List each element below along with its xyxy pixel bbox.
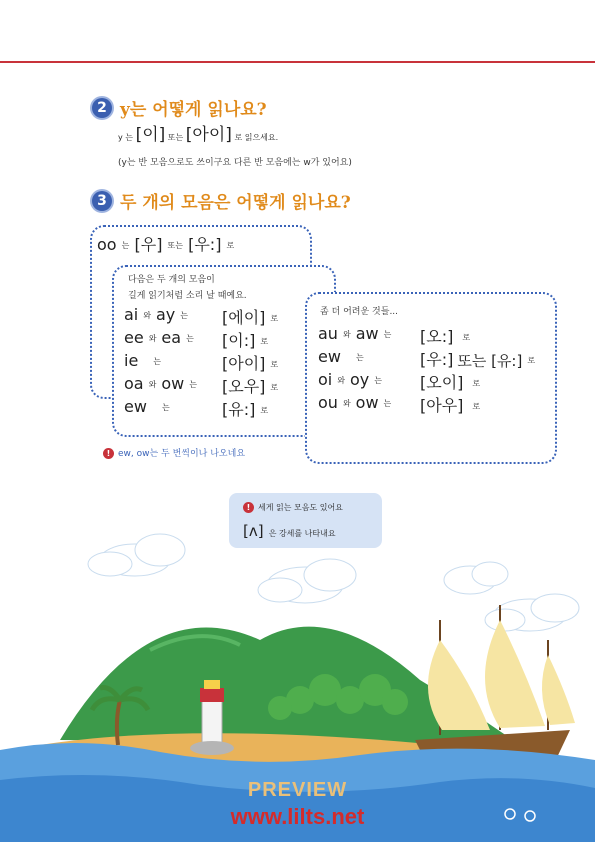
vowel-row bbox=[124, 305, 193, 324]
vowel-row bbox=[124, 374, 202, 393]
vowel-row bbox=[318, 324, 396, 343]
section-number-badge: 2 bbox=[92, 98, 112, 118]
conjunction: 와 bbox=[342, 330, 351, 339]
pronunciation bbox=[420, 393, 480, 416]
topic-particle: 는 bbox=[189, 380, 197, 389]
vowel-pair-first: ew bbox=[124, 397, 147, 416]
pronunciation bbox=[222, 374, 278, 397]
sound-bracket: [아우] bbox=[420, 396, 464, 415]
sound-bracket: [이:] bbox=[222, 331, 256, 350]
vowel-pair-second: ea bbox=[161, 328, 182, 347]
vowel-row bbox=[318, 347, 369, 366]
topic-particle: 는 bbox=[161, 403, 170, 412]
box-intro: 다음은 두 개의 모음이 bbox=[128, 275, 215, 285]
ending-particle: 로 bbox=[472, 402, 481, 411]
ending-particle: 로 bbox=[527, 356, 536, 365]
vowel-pair-first: oi bbox=[318, 370, 333, 389]
topic-particle: 는 bbox=[383, 330, 392, 339]
pronunciation bbox=[222, 397, 268, 420]
tip-line1: ! 세게 읽는 모음도 있어요 bbox=[243, 502, 343, 513]
y-note: (y는 반 모음으로도 쓰이구요 다른 반 모음에는 w가 있어요) bbox=[118, 158, 352, 168]
cloud-icon bbox=[88, 534, 185, 576]
sound-bracket: [오:] bbox=[420, 327, 454, 346]
section-title: 두 개의 모음은 어떻게 읽나요? bbox=[120, 193, 351, 213]
section-2-header bbox=[92, 95, 267, 120]
vowel-pair-second: aw bbox=[355, 324, 379, 343]
ending-particle: 로 bbox=[462, 333, 471, 342]
vowel-pair-first: ew bbox=[318, 347, 341, 366]
topic-particle: 는 bbox=[383, 399, 392, 408]
vowel-row bbox=[124, 397, 175, 416]
repeat-warning: ! ew, ow는 두 번씩이나 나오네요 bbox=[103, 446, 245, 459]
cloud-icon bbox=[444, 562, 508, 594]
pronunciation bbox=[420, 370, 480, 393]
y-reading-rule: y 는 [이] 또는 [아이] 로 읽으세요. bbox=[118, 125, 279, 145]
sound-bracket: [오우] bbox=[222, 377, 266, 396]
ending-particle: 로 bbox=[270, 314, 279, 323]
vowel-pair-first: oa bbox=[124, 374, 144, 393]
vowel-row bbox=[124, 351, 166, 370]
vowel-row bbox=[318, 393, 396, 412]
sound-bracket: [유:] bbox=[222, 400, 256, 419]
conjunction: 와 bbox=[148, 334, 157, 343]
conjunction: 와 bbox=[143, 311, 151, 320]
vowel-row bbox=[124, 328, 199, 347]
ending-particle: 로 bbox=[260, 406, 269, 415]
oo-row: oo 는 [우] 또는 [우:] 로 bbox=[97, 235, 235, 254]
conjunction: 와 bbox=[342, 399, 351, 408]
ending-particle: 로 bbox=[270, 360, 279, 369]
vowel-pair-first: ou bbox=[318, 393, 338, 412]
topic-particle: 는 bbox=[186, 334, 194, 343]
sound-bracket: [오이] bbox=[420, 373, 464, 392]
ending-particle: 로 bbox=[270, 383, 279, 392]
ending-particle: 로 bbox=[260, 337, 269, 346]
pronunciation bbox=[420, 347, 535, 371]
stress-symbol: [ʌ] bbox=[243, 522, 264, 540]
topic-particle: 는 bbox=[153, 357, 162, 366]
pronunciation bbox=[222, 351, 278, 374]
pronunciation bbox=[222, 328, 268, 351]
vowel-pair-first: ie bbox=[124, 351, 139, 370]
vowel-row bbox=[318, 370, 387, 389]
preview-watermark: PREVIEW bbox=[247, 779, 348, 801]
conjunction: 와 bbox=[337, 376, 345, 385]
vowel-pair-second: ay bbox=[155, 305, 176, 324]
sound-bracket: [에이] bbox=[222, 308, 266, 327]
sound-bracket: [우:] bbox=[420, 350, 454, 369]
box-intro: 길게 읽기처럼 소리 날 때예요. bbox=[128, 291, 247, 301]
topic-particle: 는 bbox=[374, 376, 382, 385]
top-rule bbox=[0, 61, 595, 63]
ending-particle: 로 bbox=[472, 379, 481, 388]
vowel-pair-first: ee bbox=[124, 328, 144, 347]
pronunciation bbox=[222, 305, 278, 328]
exclamation-icon: ! bbox=[243, 502, 254, 513]
topic-particle: 는 bbox=[180, 311, 188, 320]
cloud-icon bbox=[258, 559, 356, 603]
vowel-pair-second: ow bbox=[161, 374, 185, 393]
vowel-pair-first: ai bbox=[124, 305, 139, 324]
section-number-badge: 3 bbox=[92, 191, 112, 211]
conjunction: 와 bbox=[148, 380, 157, 389]
vowel-pair-second: ow bbox=[355, 393, 379, 412]
vowel-pair-first: au bbox=[318, 324, 338, 343]
alternate-sound: 또는 [유:] bbox=[457, 352, 523, 370]
box-intro: 좀 더 어려운 것들... bbox=[320, 307, 399, 317]
topic-particle: 는 bbox=[355, 353, 364, 362]
website-url[interactable]: www.lilts.net bbox=[230, 804, 365, 829]
pronunciation bbox=[420, 324, 470, 347]
vowel-pair-second: oy bbox=[349, 370, 370, 389]
section-title: y는 어떻게 읽나요? bbox=[120, 100, 267, 120]
section-3-header bbox=[92, 188, 351, 213]
sound-bracket: [아이] bbox=[222, 354, 266, 373]
tip-line2: [ʌ] 은 강세를 나타내요 bbox=[243, 522, 336, 540]
exclamation-icon: ! bbox=[103, 448, 114, 459]
